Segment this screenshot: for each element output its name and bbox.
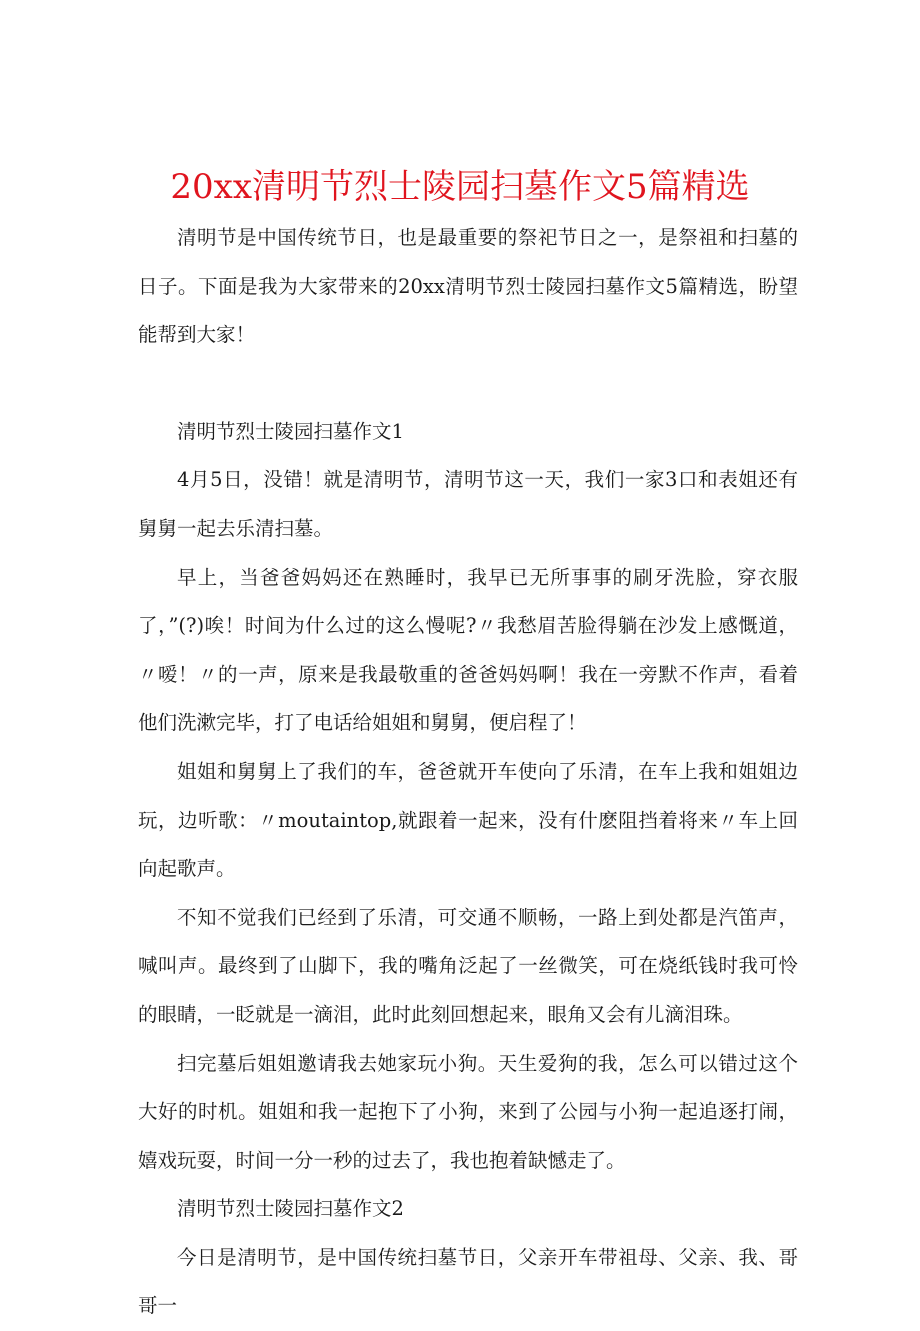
- paragraph: 早上，当爸爸妈妈还在熟睡时，我早已无所事事的刷牙洗脸，穿衣服了，”(?)唉！时间为什么过的这么慢呢?〃我愁眉苦脸得躺在沙发上感慨道，〃嗳！〃的一声，原来是我最敬重的爸爸妈妈啊！我在一旁默不作声，看着他们洗漱完毕，打了电话给姐姐和舅舅，便启程了！: [138, 565, 798, 735]
- paragraph: 扫完墓后姐姐邀请我去她家玩小狗。天生爱狗的我，怎么可以错过这个大好的时机。姐姐和我一起抱下了小狗，来到了公园与小狗一起追逐打闹，嬉戏玩耍，时间一分一秒的过去了，我也抱着缺憾走了。: [138, 1051, 798, 1172]
- essay-2-heading: 清明节烈士陵园扫墓作文2: [177, 1197, 404, 1221]
- document-title: 20xx清明节烈士陵园扫墓作文5篇精选: [170, 166, 750, 207]
- paragraph: 今日是清明节，是中国传统扫墓节日，父亲开车带祖母、父亲、我、哥哥一: [138, 1245, 798, 1318]
- document-body: [138, 214, 798, 1331]
- paragraph: 4月5日，没错！就是清明节，清明节这一天，我们一家3口和表姐还有舅舅一起去乐清扫墓。: [138, 468, 798, 540]
- essay-1-heading: 清明节烈士陵园扫墓作文1: [177, 419, 404, 443]
- intro-paragraph: 清明节是中国传统节日，也是最重要的祭祀节日之一，是祭祖和扫墓的日子。下面是我为大家带来的20xx清明节烈士陵园扫墓作文5篇精选，盼望能帮到大家！: [138, 226, 798, 347]
- paragraph: 不知不觉我们已经到了乐清，可交通不顺畅，一路上到处都是汽笛声，喊叫声。最终到了山脚下，我的嘴角泛起了一丝微笑，可在烧纸钱时我可怜的眼睛，一眨就是一滴泪，此时此刻回想起来，眼角又会有儿滴泪珠。: [138, 905, 798, 1026]
- paragraph: 姐姐和舅舅上了我们的车，爸爸就开车使向了乐清，在车上我和姐姐边玩，边听歌：〃moutaintop,就跟着一起来，没有什麽阻挡着将来〃车上回向起歌声。: [138, 759, 798, 881]
